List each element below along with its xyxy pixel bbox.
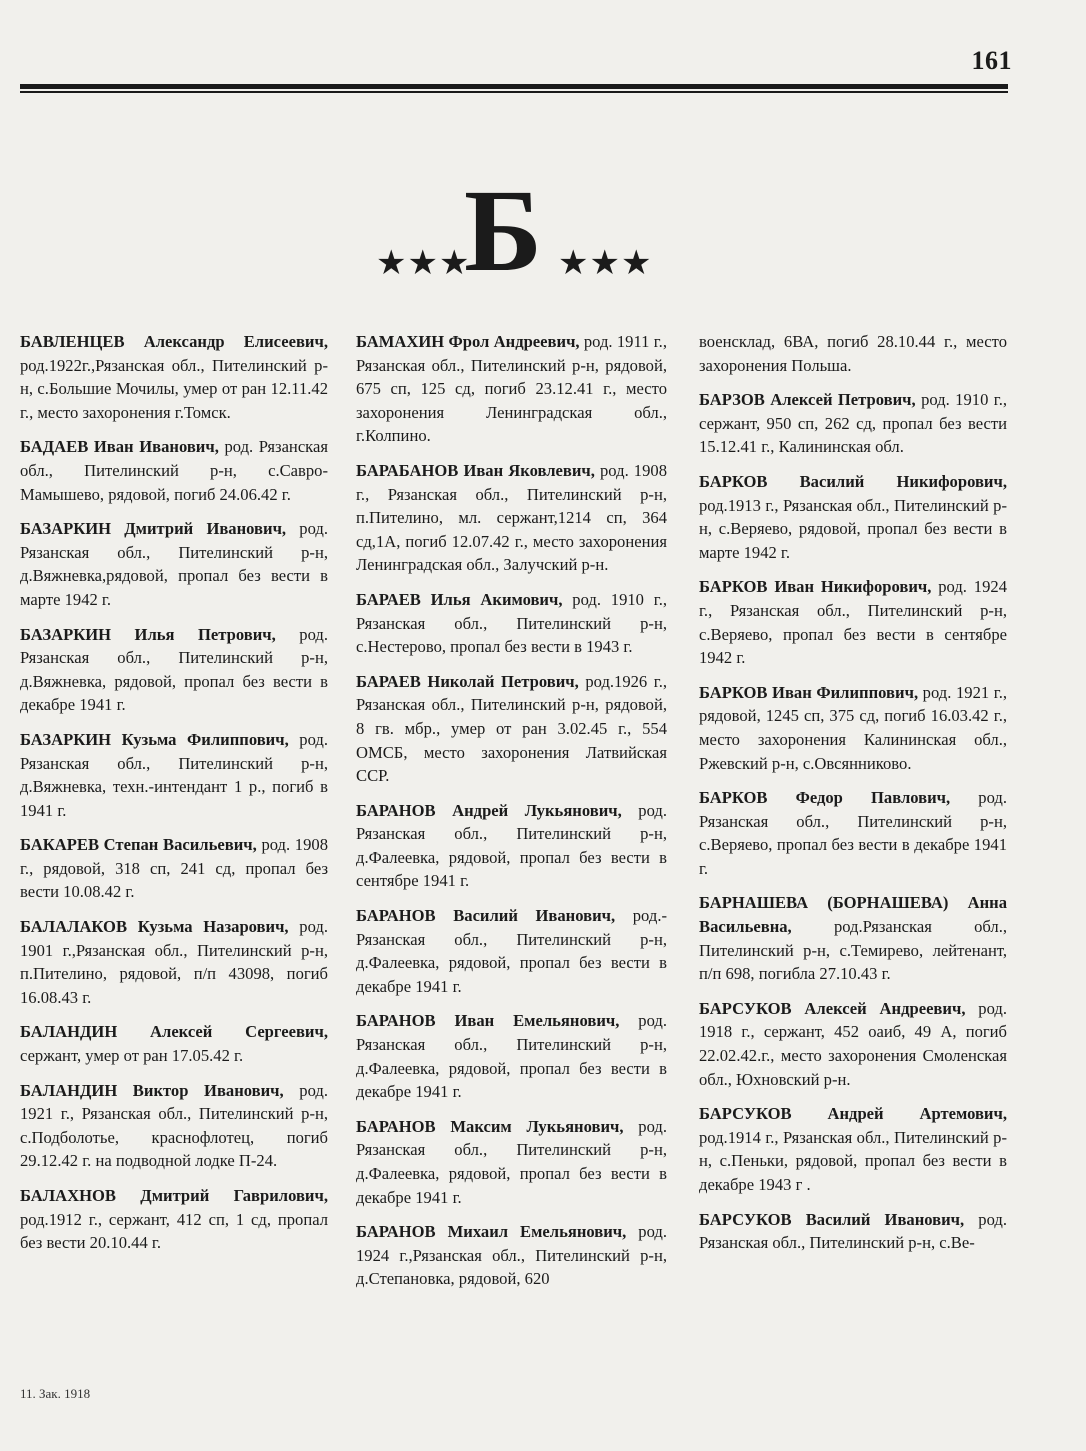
entry-name: БАКАРЕВ Степан Васильевич,	[20, 835, 257, 855]
entry-details: род. 1901 г.,Рязанская обл., Пителинский р-н, п.Пителино, рядовой, п/п 43098, погиб 16.08.43 г.	[20, 917, 329, 1007]
entry-details: род. 1921 г., Рязанская обл., Пителинский р-н, с.Подболотье, краснофлотец, погиб 29.12.42 г. на подводной лодке П-24.	[20, 1080, 329, 1171]
printing-order-mark: 11. Зак. 1918	[20, 1386, 91, 1401]
entry-details: род. Рязанская обл., Пителинский р-н, д.Вяжневка, техн.-интендант 1 р., погиб в 1941 г.	[20, 729, 329, 820]
section-letter: Б	[464, 165, 543, 296]
entry-details: род.Рязанская обл., Пителинский р-н, с.Темирево, лейтенант, п/п 698, погибла 27.10.43 г.	[699, 917, 1007, 984]
entry-details: род.1926 г., Рязанская обл., Пителинский р-н, рядовой, 8 гв. мбр., умер от ран 3.02.45 г., 554 ОМСБ, место захоронения Латвийская ССР.	[356, 671, 667, 786]
entry-details: род.1914 г., Рязанская обл., Пителинский р-н, с.Пеньки, рядовой, пропал без вести в декабре 1943 г .	[699, 1127, 1007, 1194]
entry-name: БАРАНОВ Василий Иванович,	[356, 906, 616, 926]
entry-details: род. Рязанская обл., Пителинский р-н, д.Фалеевка, рядовой, пропал без вести в декабре 1941 г.	[356, 1011, 667, 1102]
memorial-entry	[20, 435, 328, 506]
column-1	[20, 330, 328, 1266]
entry-details: род. 1910 г., сержант, 950 сп, 262 сд, пропал без вести 15.12.41 г., Калининская обл.	[699, 390, 1007, 457]
entry-name: БАРАНОВ Максим Лукьянович,	[356, 1116, 624, 1136]
entry-name: БАВЛЕНЦЕВ Александр Елисеевич,	[20, 332, 328, 351]
entry-name: БАРСУКОВ Алексей Андреевич,	[699, 998, 966, 1018]
entry-name: БАЛАХНОВ Дмитрий Гаврилович,	[20, 1186, 328, 1205]
entry-details: род.1922г.,Рязанская обл., Пителинский р-н, с.Большие Мочилы, умер от ран 12.11.42 г., место захоронения г.Томск.	[20, 355, 328, 422]
memorial-entry	[20, 1079, 328, 1173]
entry-details: род.-Рязанская обл., Пителинский р-н, д.Фалеевка, рядовой, пропал без вести в декабре 1941 г.	[356, 906, 667, 996]
entry-name: БАРСУКОВ Андрей Артемович,	[699, 1104, 1007, 1124]
entry-details: сержант, умер от ран 17.05.42 г.	[20, 1046, 244, 1066]
entry-name: БАРКОВ Иван Никифорович,	[699, 577, 932, 597]
entry-name: БАРАНОВ Андрей Лукьянович,	[356, 800, 622, 820]
memorial-entry	[20, 1184, 328, 1255]
entry-details: род. 1924 г., Рязанская обл., Пителинский р-н, с.Веряево, пропал без вести в сентябре 1942 г.	[699, 577, 1007, 668]
entry-name: БАРАЕВ Илья Акимович,	[356, 589, 563, 609]
memorial-entry	[20, 728, 328, 822]
entry-name: БАЗАРКИН Илья Петрович,	[20, 624, 276, 644]
memorial-entry	[20, 915, 328, 1009]
stars-right-ornament: ★★★	[558, 243, 653, 283]
memorial-entry	[20, 1020, 328, 1067]
entry-name: БАЗАРКИН Кузьма Филиппович,	[20, 729, 289, 749]
memorial-entry	[699, 1102, 1007, 1196]
entry-details: военсклад, 6ВА, погиб 28.10.44 г., место захоронения Польша.	[699, 332, 1007, 375]
memorial-entry	[356, 588, 667, 659]
memorial-entry	[699, 786, 1007, 880]
column-3	[699, 330, 1007, 1266]
memorial-entry	[699, 388, 1007, 459]
entry-details: род. Рязанская обл., Пителинский р-н, с.Савро-Мамышево, рядовой, погиб 24.06.42 г.	[20, 437, 328, 504]
entry-name: БАЛАНДИН Алексей Сергеевич,	[20, 1022, 328, 1042]
memorial-entry	[356, 904, 667, 998]
memorial-entry	[356, 1220, 667, 1291]
entry-name: БАРНАШЕВА (БОРНАШЕВА) Анна Васильевна,	[699, 893, 1007, 937]
memorial-entry	[356, 459, 667, 577]
entry-name: БАМАХИН Фрол Андреевич,	[356, 332, 580, 351]
entry-name: БАРСУКОВ Василий Иванович,	[699, 1209, 965, 1229]
entry-name: БАЛАНДИН Виктор Иванович,	[20, 1080, 284, 1100]
memorial-entry	[699, 997, 1007, 1091]
entry-name: БАРЗОВ Алексей Петрович,	[699, 390, 916, 410]
entry-name: БАРАНОВ Иван Емельянович,	[356, 1011, 620, 1031]
entry-details: род.1912 г., сержант, 412 сп, 1 сд, пропал без вести 20.10.44 г.	[20, 1209, 328, 1253]
memorial-entry	[356, 1115, 667, 1209]
entry-details: род. Рязанская обл., Пителинский р-н, д.Вяжневка, рядовой, пропал без вести в декабре 1941 г.	[20, 624, 328, 715]
entry-name: БАРКОВ Федор Павлович,	[699, 788, 951, 808]
memorial-entry	[356, 799, 667, 893]
entry-name: БАРАБАНОВ Иван Яковлевич,	[356, 460, 595, 480]
memorial-entry	[20, 833, 328, 904]
memorial-entry	[699, 470, 1007, 564]
entry-details: род. Рязанская обл., Пителинский р-н, д.Фалеевка, рядовой, пропал без вести в декабре 1941 г.	[356, 1116, 668, 1207]
column-2	[356, 330, 667, 1302]
memorial-entry	[699, 1208, 1007, 1255]
entry-name: БАРКОВ Василий Никифорович,	[699, 471, 1007, 491]
memorial-entry	[356, 330, 667, 448]
memorial-entry	[20, 517, 328, 611]
entry-details: род. Рязанская обл., Пителинский р-н, д.Вяжневка,рядовой, пропал без вести в марте 1942 г.	[20, 519, 329, 609]
page-number: 161	[971, 46, 1012, 75]
header-rule-thin	[20, 91, 1008, 93]
entry-details: род. 1911 г., Рязанская обл., Пителинский р-н, рядовой, 675 сп, 125 сд, погиб 23.12.41 г., место захоронения Ленинградская обл., г.Колпино.	[356, 332, 667, 446]
entry-name: БАЗАРКИН Дмитрий Иванович,	[20, 519, 287, 539]
memorial-entry	[356, 670, 667, 788]
entry-name: БАДАЕВ Иван Иванович,	[20, 437, 219, 457]
entry-details: род. 1918 г., сержант, 452 оаиб, 49 А, погиб 22.02.42.г., место захоронения Смоленская обл., Юхновский р-н.	[699, 998, 1007, 1089]
entry-details: род. 1910 г., Рязанская обл., Пителинский р-н, с.Нестерово, пропал без вести в 1943 г.	[356, 589, 667, 657]
header-rule-thick	[20, 84, 1008, 89]
memorial-entry	[20, 330, 328, 424]
entry-details: род. Рязанская обл., Пителинский р-н, с.Веряево, пропал без вести в декабре 1941 г.	[699, 788, 1008, 878]
memorial-entry	[699, 575, 1007, 669]
entry-details: род. 1924 г.,Рязанская обл., Пителинский р-н, д.Степановка, рядовой, 620	[356, 1222, 667, 1289]
entry-details: род. Рязанская обл., Пителинский р-н, д.Фалеевка, рядовой, пропал без вести в сентябре 1941 г.	[356, 800, 668, 891]
entry-name: БАЛАЛАКОВ Кузьма Назарович,	[20, 917, 289, 937]
stars-left-ornament: ★★★	[376, 243, 471, 283]
entry-name: БАРАНОВ Михаил Емельянович,	[356, 1222, 627, 1242]
entry-details: род. 1908 г., рядовой, 318 сп, 241 сд, пропал без вести 10.08.42 г.	[20, 835, 328, 902]
entry-details: род. 1921 г., рядовой, 1245 сп, 375 сд, погиб 16.03.42 г., место захоронения Калининская обл., Ржевский р-н, с.Овсянниково.	[699, 682, 1007, 773]
entry-name: БАРАЕВ Николай Петрович,	[356, 671, 579, 691]
memorial-entry	[20, 623, 328, 717]
section-header	[372, 165, 657, 296]
memorial-entry	[699, 330, 1007, 377]
entry-details: род.1913 г., Рязанская обл., Пителинский р-н, с.Веряево, рядовой, пропал без вести в марте 1942 г.	[699, 495, 1007, 562]
memorial-entry	[356, 1009, 667, 1103]
entry-details: род. Рязанская обл., Пителинский р-н, с.Ве-	[699, 1209, 1007, 1253]
entry-name: БАРКОВ Иван Филиппович,	[699, 682, 919, 702]
memorial-entry	[699, 681, 1007, 775]
entry-details: род. 1908 г., Рязанская обл., Пителинский р-н, п.Пителино, мл. сержант,1214 сп, 364 сд,1А, погиб 12.07.42 г., место захоронения Ленинградская обл., Залучский р-н.	[356, 460, 667, 575]
memorial-entry	[699, 891, 1007, 985]
